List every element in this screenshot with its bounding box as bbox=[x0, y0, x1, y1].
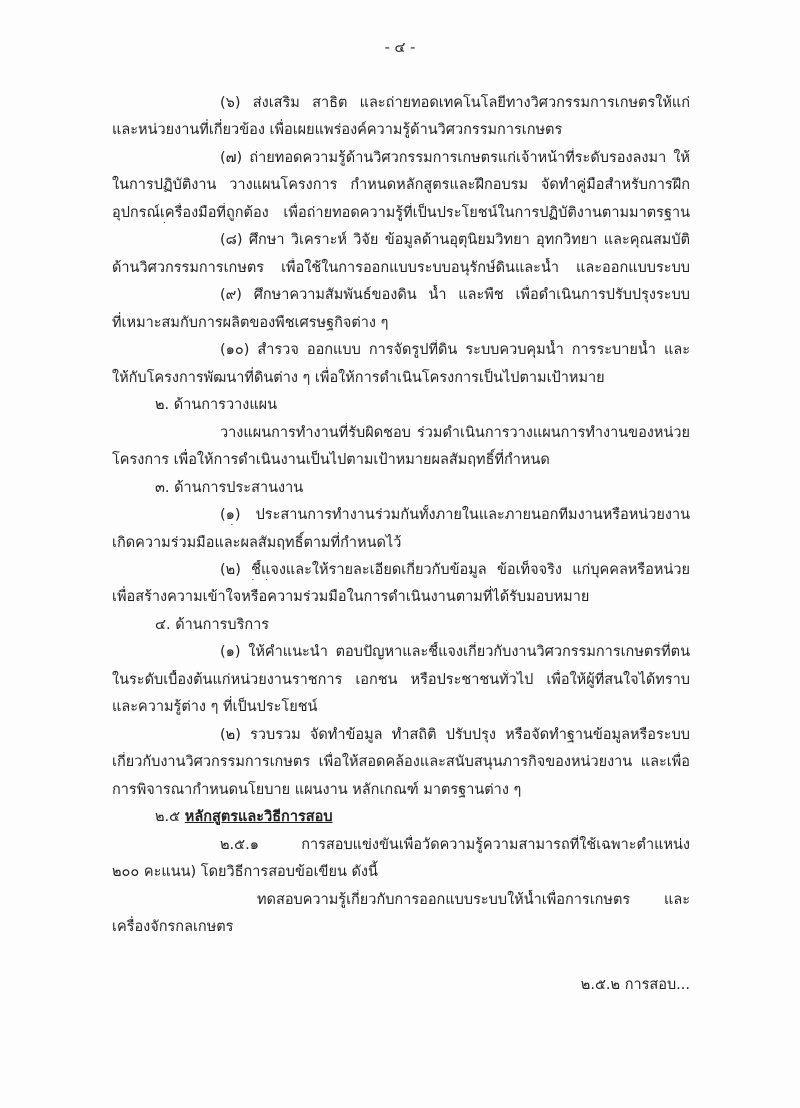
section-heading-service: ๔. ด้านการบริการ bbox=[155, 617, 270, 633]
paragraph-line: โครงการ เพื่อให้การดำเนินงานเป็นไปตามเป้าหมายผลสัมฤทธิ์ที่กำหนด bbox=[112, 452, 550, 468]
paragraph-line: เพื่อสร้างความเข้าใจหรือความร่วมมือในการดำเนินงานตามที่ได้รับมอบหมาย bbox=[112, 589, 590, 605]
continuation-marker: ๒.๕.๒ การสอบ... bbox=[580, 977, 690, 993]
paragraph-line: เกี่ยวกับงานวิศวกรรมการเกษตร เพื่อให้สอดคล้องและสนับสนุนภารกิจของหน่วยงาน และเพื่อ bbox=[112, 754, 690, 770]
paragraph-line: (๖) ส่งเสริม สาธิต และถ่ายทอดเทคโนโลยีทางวิศวกรรมการเกษตรให้แก่ bbox=[220, 95, 690, 111]
paragraph-line: (๙) ศึกษาความสัมพันธ์ของดิน น้ำ และพืช เพื่อดำเนินการปรับปรุงระบบ bbox=[220, 287, 690, 303]
paragraph-line: (๒) รวบรวม จัดทำข้อมูล ทำสถิติ ปรับปรุง หรือจัดทำฐานข้อมูลหรือระบบ bbox=[220, 727, 690, 743]
paragraph-line: ด้านวิศวกรรมการเกษตร เพื่อใช้ในการออกแบบระบบอนุรักษ์ดินและน้ำ และออกแบบระบบ bbox=[112, 260, 690, 276]
paragraph-line: อุปกรณ์เครื่องมือที่ถูกต้อง เพื่อถ่ายทอดความรู้ที่เป็นประโยชน์ในการปฏิบัติงานตามมาตรฐาน bbox=[112, 205, 690, 221]
paragraph-line: ให้กับโครงการพัฒนาที่ดินต่าง ๆ เพื่อให้การดำเนินโครงการเป็นไปตามเป้าหมาย bbox=[112, 370, 605, 386]
paragraph-line: เครื่องจักรกลเกษตร bbox=[112, 919, 234, 935]
paragraph-line: ที่เหมาะสมกับการผลิตของพืชเศรษฐกิจต่าง ๆ bbox=[112, 315, 389, 331]
paragraph-line: ทดสอบความรู้เกี่ยวกับการออกแบบระบบให้น้ำเพื่อการเกษตร และ bbox=[257, 892, 690, 908]
section-heading-coordination: ๓. ด้านการประสานงาน bbox=[155, 480, 304, 496]
section-heading-planning: ๒. ด้านการวางแผน bbox=[155, 397, 278, 413]
paragraph-line: วางแผนการทำงานที่รับผิดชอบ ร่วมดำเนินการวางแผนการทำงานของหน่วย bbox=[220, 425, 690, 441]
paragraph-line: ๒.๕.๑ การสอบแข่งขันเพื่อวัดความรู้ความสามารถที่ใช้เฉพาะตำแหน่ง bbox=[220, 837, 690, 853]
paragraph-line: (๗) ถ่ายทอดความรู้ด้านวิศวกรรมการเกษตรแก่เจ้าหน้าที่ระดับรองลงมา ให้ bbox=[220, 150, 690, 166]
paragraph-line: ในการปฏิบัติงาน วางแผนโครงการ กำหนดหลักสูตรและฝึกอบรม จัดทำคู่มือสำหรับการฝึก bbox=[112, 177, 690, 193]
paragraph-line: การพิจารณากำหนดนโยบาย แผนงาน หลักเกณฑ์ มาตรฐานต่าง ๆ bbox=[112, 782, 522, 798]
paragraph-line: (๑) ประสานการทำงานร่วมกันทั้งภายในและภายนอกทีมงานหรือหน่วยงาน bbox=[220, 507, 690, 523]
paragraph-line: เกิดความร่วมมือและผลสัมฤทธิ์ตามที่กำหนดไว้ bbox=[112, 535, 402, 551]
page-number: - ๔ - bbox=[384, 40, 416, 56]
section-heading-exam bbox=[155, 807, 333, 827]
paragraph-line: ในระดับเบื้องต้นแก่หน่วยงานราชการ เอกชน หรือประชาชนทั่วไป เพื่อให้ผู้ที่สนใจได้ทราบ bbox=[112, 672, 690, 688]
section-number: ๒.๕ bbox=[155, 809, 181, 825]
paragraph-line: (๘) ศึกษา วิเคราะห์ วิจัย ข้อมูลด้านอุตุนิยมวิทยา อุทกวิทยา และคุณสมบัติ bbox=[220, 232, 690, 248]
section-title: หลักสูตรและวิธีการสอบ bbox=[184, 809, 333, 825]
paragraph-line: ๒๐๐ คะแนน) โดยวิธีการสอบข้อเขียน ดังนี้ bbox=[112, 864, 378, 880]
paragraph-line: (๒) ชี้แจงและให้รายละเอียดเกี่ยวกับข้อมูล ข้อเท็จจริง แก่บุคคลหรือหน่วย bbox=[220, 562, 690, 578]
paragraph-line: และหน่วยงานที่เกี่ยวข้อง เพื่อเผยแพร่องค์ความรู้ด้านวิศวกรรมการเกษตร bbox=[112, 122, 563, 138]
paragraph-line: (๑) ให้คำแนะนำ ตอบปัญหาและชี้แจงเกี่ยวกับงานวิศวกรรมการเกษตรที่ตน bbox=[220, 644, 690, 660]
paragraph-line: (๑๐) สำรวจ ออกแบบ การจัดรูปที่ดิน ระบบควบคุมน้ำ การระบายน้ำ และ bbox=[220, 342, 690, 358]
paragraph-line: และความรู้ต่าง ๆ ที่เป็นประโยชน์ bbox=[112, 699, 318, 715]
